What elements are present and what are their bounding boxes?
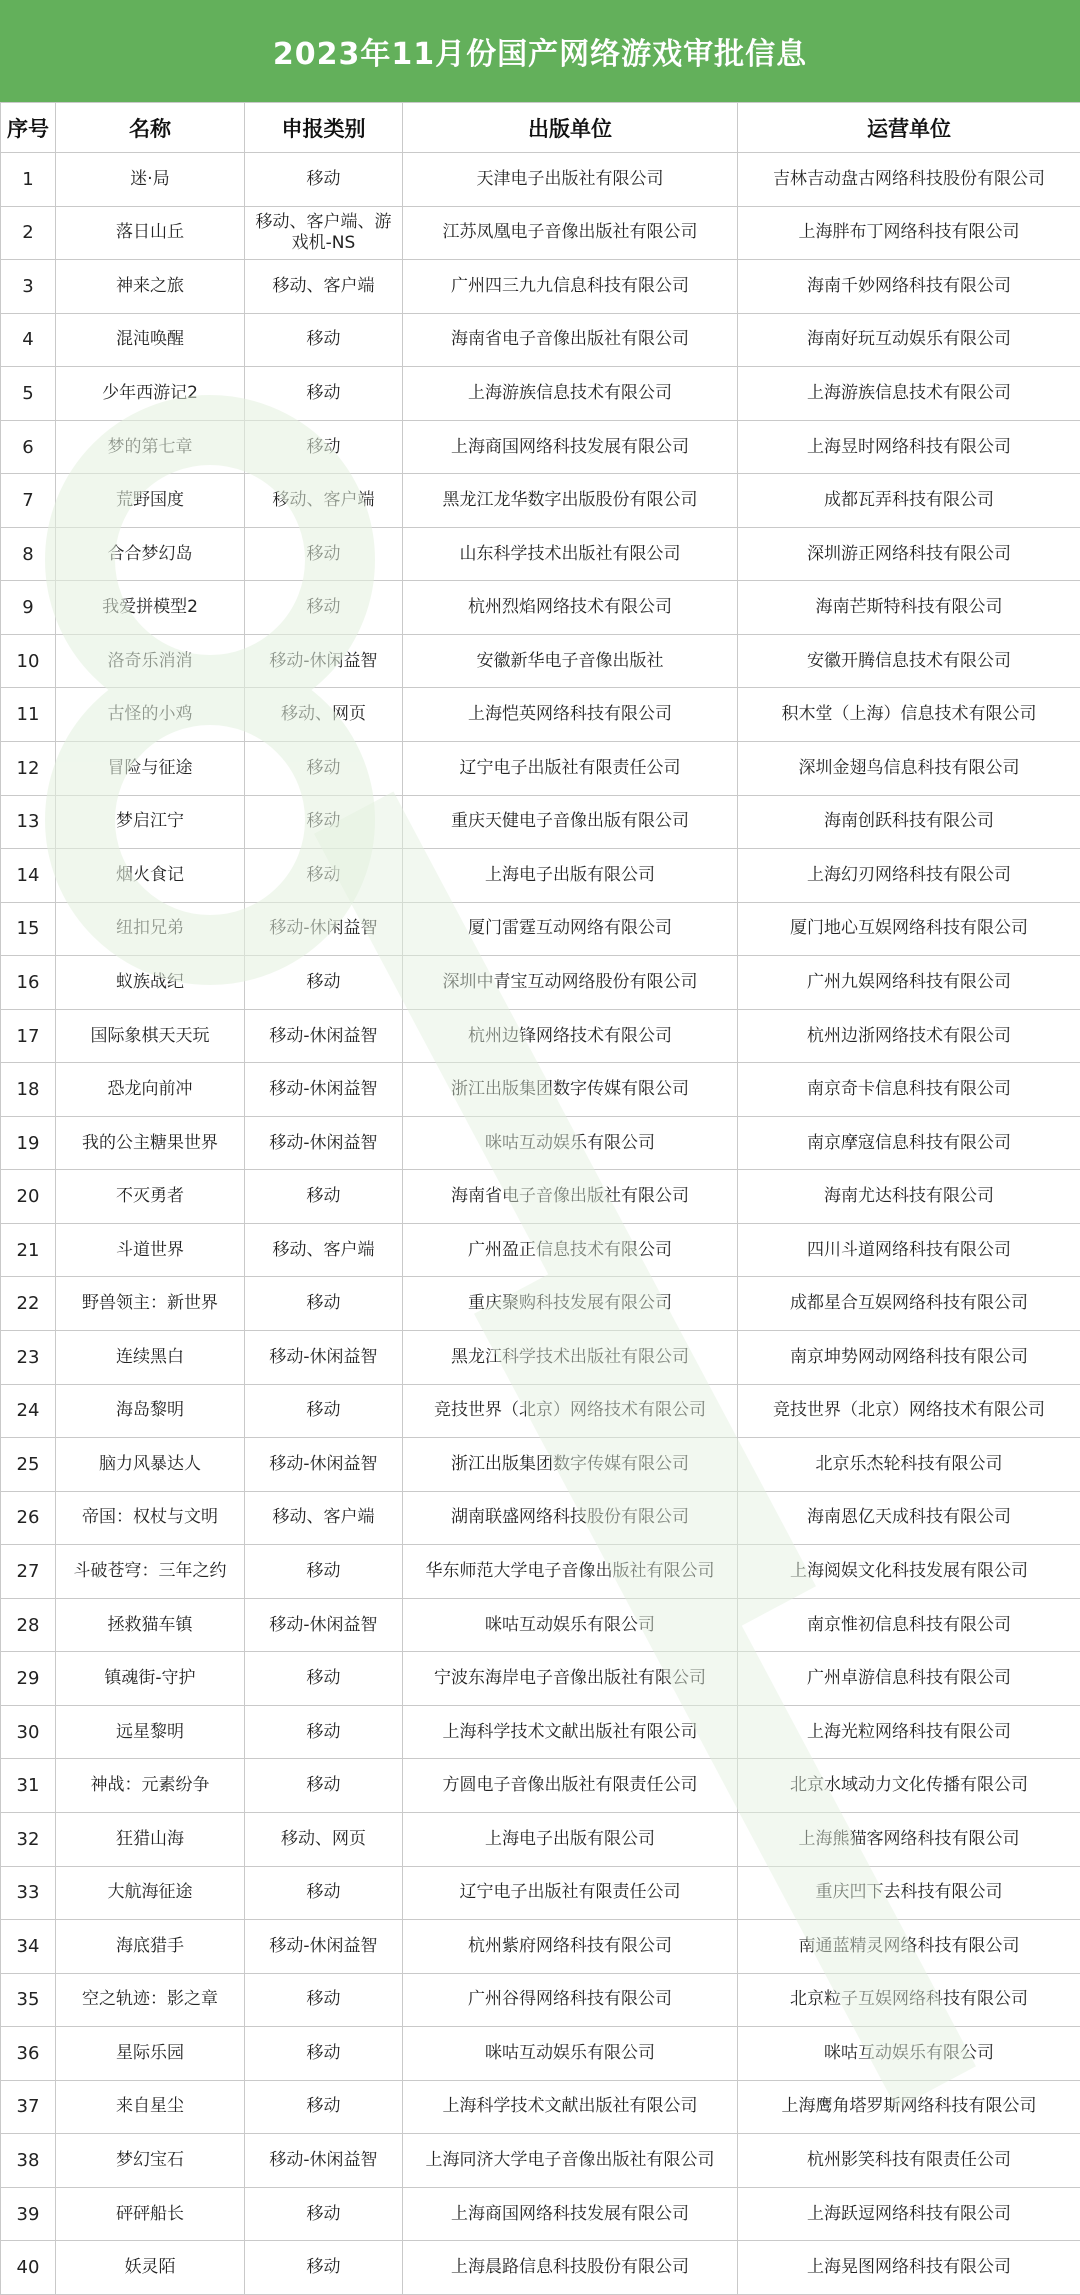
cell-operator: 广州卓游信息科技有限公司 <box>738 1652 1080 1706</box>
header-publisher: 出版单位 <box>403 103 738 153</box>
cell-index: 3 <box>1 260 56 314</box>
cell-name: 斗破苍穹：三年之约 <box>56 1545 245 1599</box>
cell-publisher: 上海同济大学电子音像出版社有限公司 <box>403 2134 738 2188</box>
cell-index: 12 <box>1 742 56 796</box>
cell-publisher: 广州四三九九信息科技有限公司 <box>403 260 738 314</box>
cell-name: 远星黎明 <box>56 1705 245 1759</box>
cell-index: 4 <box>1 313 56 367</box>
cell-name: 冒险与征途 <box>56 742 245 796</box>
cell-publisher: 竞技世界（北京）网络技术有限公司 <box>403 1384 738 1438</box>
cell-category: 移动-休闲益智 <box>245 634 403 688</box>
cell-index: 27 <box>1 1545 56 1599</box>
table-row <box>1 367 1080 421</box>
cell-category: 移动、网页 <box>245 1812 403 1866</box>
cell-name: 海岛黎明 <box>56 1384 245 1438</box>
cell-name: 海底猎手 <box>56 1920 245 1974</box>
cell-index: 8 <box>1 527 56 581</box>
cell-category: 移动 <box>245 367 403 421</box>
cell-index: 36 <box>1 2027 56 2081</box>
cell-index: 26 <box>1 1491 56 1545</box>
cell-index: 19 <box>1 1116 56 1170</box>
table-row <box>1 1170 1080 1224</box>
cell-name: 迷·局 <box>56 153 245 207</box>
cell-name: 蚁族战纪 <box>56 956 245 1010</box>
table-row <box>1 1973 1080 2027</box>
cell-category: 移动 <box>245 1170 403 1224</box>
cell-name: 烟火食记 <box>56 849 245 903</box>
cell-category: 移动 <box>245 1759 403 1813</box>
cell-name: 梦启江宁 <box>56 795 245 849</box>
cell-publisher: 杭州烈焰网络技术有限公司 <box>403 581 738 635</box>
cell-publisher: 重庆聚购科技发展有限公司 <box>403 1277 738 1331</box>
cell-operator: 吉林吉动盘古网络科技股份有限公司 <box>738 153 1080 207</box>
table-row <box>1 474 1080 528</box>
cell-category: 移动 <box>245 1973 403 2027</box>
cell-operator: 厦门地心互娱网络科技有限公司 <box>738 902 1080 956</box>
cell-operator: 深圳游正网络科技有限公司 <box>738 527 1080 581</box>
table-row <box>1 1116 1080 1170</box>
cell-operator: 重庆凹下去科技有限公司 <box>738 1866 1080 1920</box>
cell-publisher: 咪咕互动娱乐有限公司 <box>403 1598 738 1652</box>
cell-name: 大航海征途 <box>56 1866 245 1920</box>
table-row <box>1 581 1080 635</box>
cell-publisher: 咪咕互动娱乐有限公司 <box>403 1116 738 1170</box>
cell-operator: 竞技世界（北京）网络技术有限公司 <box>738 1384 1080 1438</box>
cell-publisher: 宁波东海岸电子音像出版社有限公司 <box>403 1652 738 1706</box>
cell-publisher: 上海电子出版有限公司 <box>403 1812 738 1866</box>
cell-index: 10 <box>1 634 56 688</box>
cell-index: 17 <box>1 1009 56 1063</box>
cell-name: 镇魂街-守护 <box>56 1652 245 1706</box>
cell-publisher: 咪咕互动娱乐有限公司 <box>403 2027 738 2081</box>
cell-name: 拯救猫车镇 <box>56 1598 245 1652</box>
table-body <box>1 153 1080 2295</box>
cell-index: 31 <box>1 1759 56 1813</box>
cell-operator: 海南恩亿天成科技有限公司 <box>738 1491 1080 1545</box>
table-row <box>1 688 1080 742</box>
cell-name: 少年西游记2 <box>56 367 245 421</box>
cell-publisher: 上海恺英网络科技有限公司 <box>403 688 738 742</box>
cell-publisher: 浙江出版集团数字传媒有限公司 <box>403 1063 738 1117</box>
approval-table <box>0 102 1080 2295</box>
cell-category: 移动、客户端 <box>245 1491 403 1545</box>
table-row <box>1 2187 1080 2241</box>
cell-name: 古怪的小鸡 <box>56 688 245 742</box>
cell-index: 5 <box>1 367 56 421</box>
table-row <box>1 634 1080 688</box>
cell-name: 脑力风暴达人 <box>56 1438 245 1492</box>
cell-operator: 上海光粒网络科技有限公司 <box>738 1705 1080 1759</box>
cell-operator: 上海跃逗网络科技有限公司 <box>738 2187 1080 2241</box>
cell-index: 34 <box>1 1920 56 1974</box>
cell-name: 梦的第七章 <box>56 420 245 474</box>
cell-category: 移动 <box>245 2080 403 2134</box>
table-row <box>1 849 1080 903</box>
cell-category: 移动 <box>245 420 403 474</box>
cell-operator: 成都瓦弄科技有限公司 <box>738 474 1080 528</box>
cell-publisher: 黑龙江龙华数字出版股份有限公司 <box>403 474 738 528</box>
cell-category: 移动、客户端 <box>245 260 403 314</box>
table-row <box>1 1331 1080 1385</box>
cell-index: 28 <box>1 1598 56 1652</box>
cell-operator: 南京摩寇信息科技有限公司 <box>738 1116 1080 1170</box>
table-row <box>1 1063 1080 1117</box>
table-row <box>1 527 1080 581</box>
cell-publisher: 上海商国网络科技发展有限公司 <box>403 420 738 474</box>
cell-index: 16 <box>1 956 56 1010</box>
table-row <box>1 420 1080 474</box>
table-row <box>1 1759 1080 1813</box>
cell-publisher: 华东师范大学电子音像出版社有限公司 <box>403 1545 738 1599</box>
cell-category: 移动、客户端、游戏机-NS <box>245 206 403 260</box>
table-row <box>1 2241 1080 2295</box>
header-index: 序号 <box>1 103 56 153</box>
cell-operator: 杭州影笑科技有限责任公司 <box>738 2134 1080 2188</box>
cell-category: 移动 <box>245 1705 403 1759</box>
cell-name: 纽扣兄弟 <box>56 902 245 956</box>
table-row <box>1 1223 1080 1277</box>
page-title: 2023年11月份国产网络游戏审批信息 <box>273 29 807 73</box>
table-row <box>1 1491 1080 1545</box>
cell-name: 砰砰船长 <box>56 2187 245 2241</box>
cell-name: 斗道世界 <box>56 1223 245 1277</box>
cell-publisher: 厦门雷霆互动网络有限公司 <box>403 902 738 956</box>
cell-name: 帝国：权杖与文明 <box>56 1491 245 1545</box>
cell-category: 移动、网页 <box>245 688 403 742</box>
cell-category: 移动 <box>245 795 403 849</box>
cell-index: 30 <box>1 1705 56 1759</box>
cell-operator: 成都星合互娱网络科技有限公司 <box>738 1277 1080 1331</box>
cell-publisher: 上海游族信息技术有限公司 <box>403 367 738 421</box>
cell-category: 移动-休闲益智 <box>245 1598 403 1652</box>
table-row <box>1 2080 1080 2134</box>
cell-operator: 南通蓝精灵网络科技有限公司 <box>738 1920 1080 1974</box>
table-row <box>1 1866 1080 1920</box>
table-row <box>1 206 1080 260</box>
header-operator: 运营单位 <box>738 103 1080 153</box>
cell-publisher: 湖南联盛网络科技股份有限公司 <box>403 1491 738 1545</box>
table-row <box>1 1652 1080 1706</box>
cell-category: 移动 <box>245 527 403 581</box>
cell-category: 移动 <box>245 742 403 796</box>
cell-name: 恐龙向前冲 <box>56 1063 245 1117</box>
cell-publisher: 浙江出版集团数字传媒有限公司 <box>403 1438 738 1492</box>
cell-category: 移动 <box>245 956 403 1010</box>
table-header-row <box>1 103 1080 153</box>
table-row <box>1 1009 1080 1063</box>
cell-index: 38 <box>1 2134 56 2188</box>
cell-category: 移动 <box>245 1384 403 1438</box>
cell-category: 移动 <box>245 2241 403 2295</box>
cell-category: 移动-休闲益智 <box>245 1331 403 1385</box>
cell-operator: 南京坤势网动网络科技有限公司 <box>738 1331 1080 1385</box>
cell-name: 国际象棋天天玩 <box>56 1009 245 1063</box>
cell-category: 移动、客户端 <box>245 1223 403 1277</box>
cell-name: 合合梦幻岛 <box>56 527 245 581</box>
table-row <box>1 742 1080 796</box>
table-row <box>1 153 1080 207</box>
cell-category: 移动、客户端 <box>245 474 403 528</box>
cell-index: 6 <box>1 420 56 474</box>
cell-category: 移动-休闲益智 <box>245 1116 403 1170</box>
cell-category: 移动-休闲益智 <box>245 1438 403 1492</box>
cell-operator: 上海昱时网络科技有限公司 <box>738 420 1080 474</box>
cell-publisher: 上海科学技术文献出版社有限公司 <box>403 2080 738 2134</box>
cell-publisher: 上海科学技术文献出版社有限公司 <box>403 1705 738 1759</box>
cell-operator: 四川斗道网络科技有限公司 <box>738 1223 1080 1277</box>
cell-category: 移动-休闲益智 <box>245 902 403 956</box>
cell-name: 混沌唤醒 <box>56 313 245 367</box>
cell-index: 23 <box>1 1331 56 1385</box>
cell-category: 移动 <box>245 1866 403 1920</box>
table-row <box>1 1384 1080 1438</box>
cell-operator: 上海鹰角塔罗斯网络科技有限公司 <box>738 2080 1080 2134</box>
cell-name: 连续黑白 <box>56 1331 245 1385</box>
cell-index: 15 <box>1 902 56 956</box>
cell-index: 29 <box>1 1652 56 1706</box>
cell-operator: 上海晃图网络科技有限公司 <box>738 2241 1080 2295</box>
cell-operator: 广州九娱网络科技有限公司 <box>738 956 1080 1010</box>
cell-publisher: 广州谷得网络科技有限公司 <box>403 1973 738 2027</box>
table-row <box>1 1598 1080 1652</box>
cell-publisher: 辽宁电子出版社有限责任公司 <box>403 1866 738 1920</box>
cell-category: 移动 <box>245 2027 403 2081</box>
cell-name: 妖灵陌 <box>56 2241 245 2295</box>
table-row <box>1 2027 1080 2081</box>
cell-name: 野兽领主：新世界 <box>56 1277 245 1331</box>
table-row <box>1 1920 1080 1974</box>
cell-name: 空之轨迹：影之章 <box>56 1973 245 2027</box>
table-row <box>1 1812 1080 1866</box>
cell-index: 1 <box>1 153 56 207</box>
cell-publisher: 山东科学技术出版社有限公司 <box>403 527 738 581</box>
cell-operator: 北京乐杰轮科技有限公司 <box>738 1438 1080 1492</box>
cell-publisher: 广州盈正信息技术有限公司 <box>403 1223 738 1277</box>
cell-operator: 咪咕互动娱乐有限公司 <box>738 2027 1080 2081</box>
cell-operator: 上海阅娱文化科技发展有限公司 <box>738 1545 1080 1599</box>
cell-operator: 南京奇卡信息科技有限公司 <box>738 1063 1080 1117</box>
cell-operator: 北京粒子互娱网络科技有限公司 <box>738 1973 1080 2027</box>
cell-publisher: 天津电子出版社有限公司 <box>403 153 738 207</box>
cell-publisher: 上海晨路信息科技股份有限公司 <box>403 2241 738 2295</box>
table-row <box>1 1705 1080 1759</box>
cell-index: 20 <box>1 1170 56 1224</box>
cell-operator: 积木堂（上海）信息技术有限公司 <box>738 688 1080 742</box>
cell-name: 我的公主糖果世界 <box>56 1116 245 1170</box>
table-row <box>1 1545 1080 1599</box>
table-row <box>1 902 1080 956</box>
table-row <box>1 1438 1080 1492</box>
cell-publisher: 杭州边锋网络技术有限公司 <box>403 1009 738 1063</box>
cell-operator: 深圳金翅鸟信息科技有限公司 <box>738 742 1080 796</box>
cell-name: 神战：元素纷争 <box>56 1759 245 1813</box>
cell-publisher: 深圳中青宝互动网络股份有限公司 <box>403 956 738 1010</box>
cell-operator: 上海幻刃网络科技有限公司 <box>738 849 1080 903</box>
cell-category: 移动-休闲益智 <box>245 2134 403 2188</box>
cell-index: 18 <box>1 1063 56 1117</box>
cell-category: 移动 <box>245 1277 403 1331</box>
cell-index: 13 <box>1 795 56 849</box>
cell-name: 洛奇乐消消 <box>56 634 245 688</box>
cell-category: 移动 <box>245 1652 403 1706</box>
cell-operator: 杭州边浙网络技术有限公司 <box>738 1009 1080 1063</box>
cell-publisher: 方圆电子音像出版社有限责任公司 <box>403 1759 738 1813</box>
table-row <box>1 260 1080 314</box>
cell-name: 来自星尘 <box>56 2080 245 2134</box>
cell-operator: 海南尤达科技有限公司 <box>738 1170 1080 1224</box>
table-row <box>1 313 1080 367</box>
table-row <box>1 956 1080 1010</box>
table-row <box>1 1277 1080 1331</box>
cell-name: 我爱拼模型2 <box>56 581 245 635</box>
cell-category: 移动-休闲益智 <box>245 1063 403 1117</box>
cell-index: 40 <box>1 2241 56 2295</box>
header-name: 名称 <box>56 103 245 153</box>
cell-category: 移动 <box>245 2187 403 2241</box>
cell-operator: 上海熊猫客网络科技有限公司 <box>738 1812 1080 1866</box>
cell-index: 32 <box>1 1812 56 1866</box>
cell-operator: 海南创跃科技有限公司 <box>738 795 1080 849</box>
cell-index: 33 <box>1 1866 56 1920</box>
cell-operator: 海南芒斯特科技有限公司 <box>738 581 1080 635</box>
cell-name: 落日山丘 <box>56 206 245 260</box>
cell-index: 7 <box>1 474 56 528</box>
cell-index: 39 <box>1 2187 56 2241</box>
cell-index: 2 <box>1 206 56 260</box>
cell-publisher: 江苏凤凰电子音像出版社有限公司 <box>403 206 738 260</box>
cell-operator: 上海胖布丁网络科技有限公司 <box>738 206 1080 260</box>
cell-publisher: 上海商国网络科技发展有限公司 <box>403 2187 738 2241</box>
cell-publisher: 上海电子出版有限公司 <box>403 849 738 903</box>
cell-category: 移动 <box>245 153 403 207</box>
cell-operator: 上海游族信息技术有限公司 <box>738 367 1080 421</box>
cell-index: 21 <box>1 1223 56 1277</box>
header-category: 申报类别 <box>245 103 403 153</box>
cell-operator: 海南千妙网络科技有限公司 <box>738 260 1080 314</box>
cell-category: 移动 <box>245 581 403 635</box>
cell-index: 9 <box>1 581 56 635</box>
cell-category: 移动-休闲益智 <box>245 1009 403 1063</box>
cell-category: 移动-休闲益智 <box>245 1920 403 1974</box>
title-bar <box>0 0 1080 102</box>
cell-index: 11 <box>1 688 56 742</box>
table-row <box>1 2134 1080 2188</box>
cell-publisher: 辽宁电子出版社有限责任公司 <box>403 742 738 796</box>
cell-name: 荒野国度 <box>56 474 245 528</box>
cell-index: 24 <box>1 1384 56 1438</box>
cell-index: 25 <box>1 1438 56 1492</box>
cell-index: 37 <box>1 2080 56 2134</box>
cell-publisher: 黑龙江科学技术出版社有限公司 <box>403 1331 738 1385</box>
cell-operator: 南京惟初信息科技有限公司 <box>738 1598 1080 1652</box>
cell-publisher: 海南省电子音像出版社有限公司 <box>403 1170 738 1224</box>
cell-operator: 安徽开腾信息技术有限公司 <box>738 634 1080 688</box>
cell-category: 移动 <box>245 313 403 367</box>
cell-name: 梦幻宝石 <box>56 2134 245 2188</box>
cell-index: 35 <box>1 1973 56 2027</box>
cell-operator: 海南好玩互动娱乐有限公司 <box>738 313 1080 367</box>
cell-name: 神来之旅 <box>56 260 245 314</box>
cell-operator: 北京水域动力文化传播有限公司 <box>738 1759 1080 1813</box>
cell-name: 星际乐园 <box>56 2027 245 2081</box>
cell-publisher: 海南省电子音像出版社有限公司 <box>403 313 738 367</box>
cell-index: 14 <box>1 849 56 903</box>
cell-publisher: 重庆天健电子音像出版有限公司 <box>403 795 738 849</box>
table-row <box>1 795 1080 849</box>
cell-publisher: 安徽新华电子音像出版社 <box>403 634 738 688</box>
cell-category: 移动 <box>245 849 403 903</box>
cell-category: 移动 <box>245 1545 403 1599</box>
cell-index: 22 <box>1 1277 56 1331</box>
cell-name: 狂猎山海 <box>56 1812 245 1866</box>
cell-publisher: 杭州紫府网络科技有限公司 <box>403 1920 738 1974</box>
cell-name: 不灭勇者 <box>56 1170 245 1224</box>
